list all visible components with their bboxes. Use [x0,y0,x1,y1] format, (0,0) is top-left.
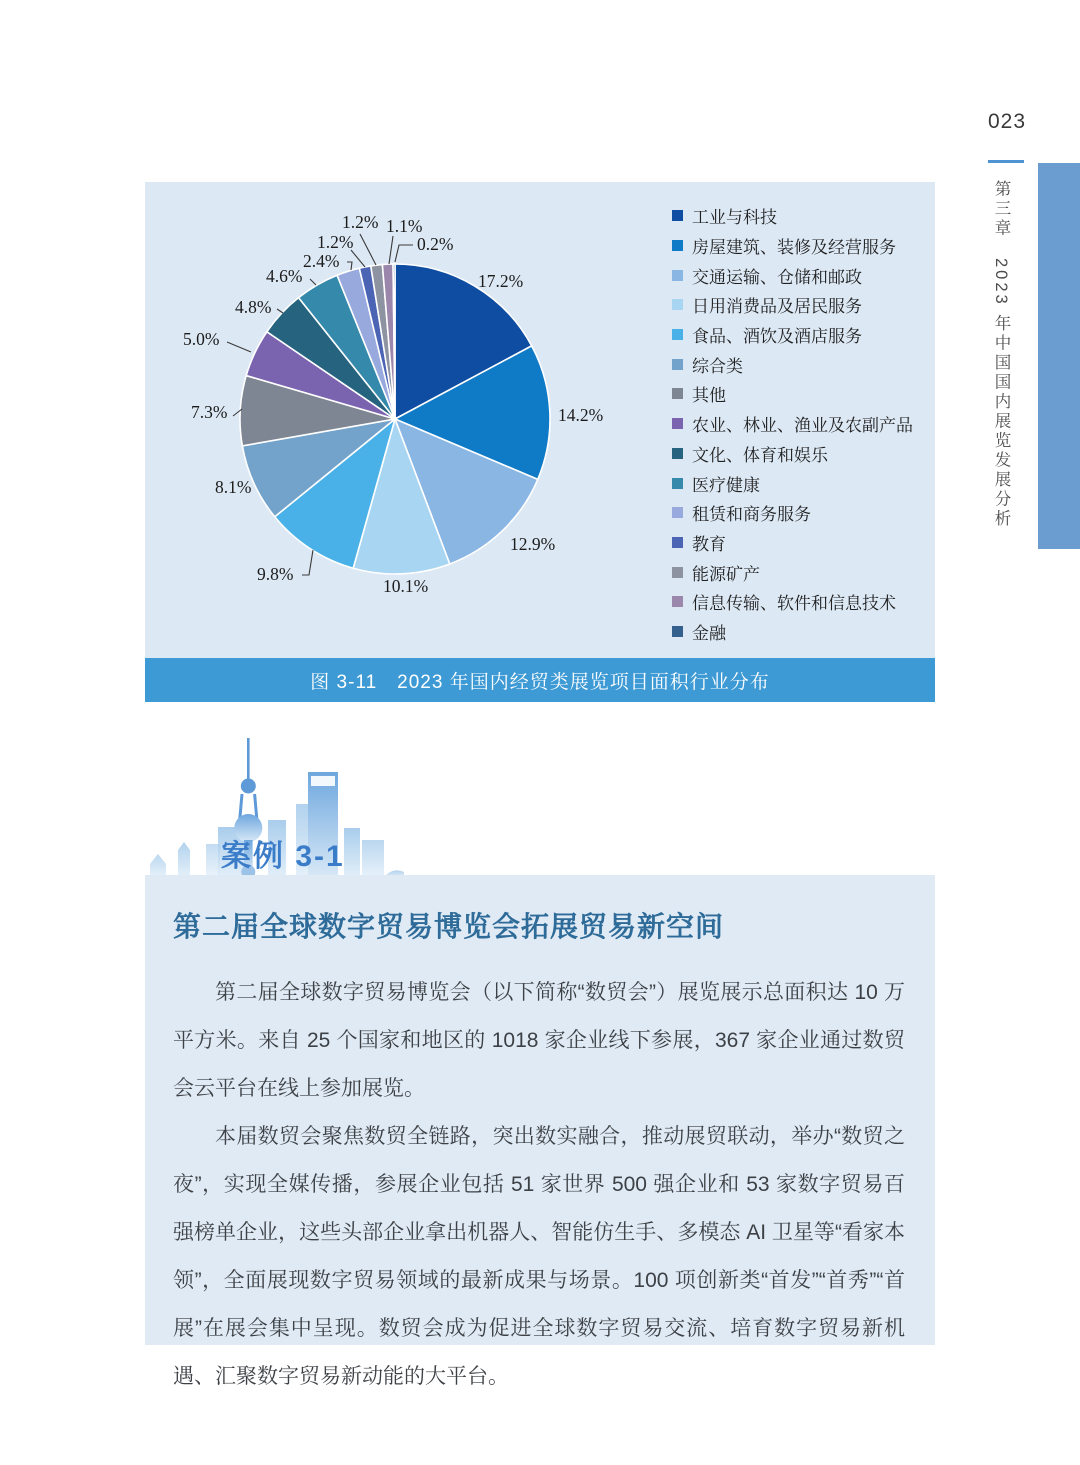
pie-value-label: 17.2% [478,271,524,291]
pie-value-label: 4.8% [235,297,272,317]
pie-value-label: 2.4% [303,251,340,271]
sidebar-chapter-title: 第三章 2023 年中国国内展览发展分析 [992,180,1010,529]
pie-leader-line [389,236,393,264]
legend-item [672,498,913,528]
legend-label: 文化、体育和娱乐 [692,445,828,465]
pie-value-label: 0.2% [417,234,454,254]
legend-label: 医疗健康 [692,475,760,495]
legend-swatch [672,359,683,370]
legend-label: 交通运输、仓储和邮政 [692,267,862,287]
page-number: 023 [988,110,1027,133]
case-badge: 案例 3-1 [221,840,345,873]
pie-leader-line [277,309,283,313]
legend-item [672,409,913,439]
legend-item [672,557,913,587]
pie-leader-line [310,279,316,285]
pie-value-label: 8.1% [215,477,252,497]
figure-chart-panel [145,182,935,658]
legend-item [672,439,913,469]
pie-value-label: 1.1% [386,216,423,236]
legend-swatch [672,537,683,548]
sidebar-accent-bar [1038,163,1080,549]
pie-value-label: 12.9% [510,534,556,554]
pie-leader-line [347,262,352,270]
pie-value-label: 4.6% [266,266,303,286]
legend-label: 食品、酒饮及酒店服务 [692,327,862,347]
legend-swatch [672,567,683,578]
legend-swatch [672,507,683,518]
pie-value-label: 1.2% [342,212,379,232]
legend-item [672,201,913,231]
legend-label: 日用消费品及居民服务 [692,297,862,317]
case-panel [145,875,935,1388]
legend-item [672,349,913,379]
legend-label: 信息传输、软件和信息技术 [692,594,896,614]
legend-item [672,260,913,290]
pie-leader-line [302,550,313,575]
pie-value-label: 9.8% [257,564,294,584]
legend-item [672,320,913,350]
legend-item [672,617,913,647]
legend-swatch [672,210,683,221]
legend-label: 综合类 [692,356,743,376]
legend-swatch [672,626,683,637]
sidebar-rule [988,160,1024,163]
pie-value-label: 14.2% [558,405,604,425]
legend-label: 房屋建筑、装修及经营服务 [692,238,896,258]
pie-value-label: 1.2% [317,232,354,252]
pie-leader-line [360,234,376,265]
legend-item [672,587,913,617]
case-paragraph: 第二届全球数字贸易博览会（以下简称“数贸会”）展览展示总面积达 10 万平方米。来自 25 个国家和地区的 1018 家企业线下参展，367 家企业通过数贸会云平台在线上参加展览。 [173,981,905,1100]
legend-label: 租赁和商务服务 [692,505,811,525]
figure-caption: 图 3-11 2023 年国内经贸类展览项目面积行业分布 [310,671,770,693]
legend-swatch [672,418,683,429]
legend-item [672,290,913,320]
legend-swatch [672,270,683,281]
pie-value-label: 10.1% [383,576,429,596]
legend-label: 金融 [692,623,726,643]
legend-item [672,468,913,498]
pie-value-label: 5.0% [183,329,220,349]
figure-caption-bar [145,658,935,702]
legend-item [672,379,913,409]
legend-swatch [672,596,683,607]
pie-leader-line [395,245,413,262]
legend-swatch [672,448,683,459]
legend-swatch [672,478,683,489]
case-title: 第二届全球数字贸易博览会拓展贸易新空间 [173,912,725,943]
legend-swatch [672,240,683,251]
legend-swatch [672,299,683,310]
chart-legend [672,201,913,646]
legend-item [672,231,913,261]
legend-label: 能源矿产 [692,564,760,584]
legend-label: 农业、林业、渔业及农副产品 [692,416,913,436]
legend-label: 教育 [692,534,726,554]
legend-swatch [672,388,683,399]
legend-label: 工业与科技 [692,208,777,228]
pie-leader-line [227,342,251,352]
legend-item [672,528,913,558]
legend-label: 其他 [692,386,726,406]
pie-leader-line [351,250,365,267]
case-paragraph: 本届数贸会聚焦数贸全链路，突出数实融合，推动展贸联动，举办“数贸之夜”，实现全媒传播，参展企业包括 51 家世界 500 强企业和 53 家数字贸易百强榜单企业，这些头部企业拿出机器人、智能仿生手、多模态 AI 卫星等“看家本领”，全面展现数字贸易领域的最新成果与场景。100 项创新类“首发”“首秀”“首展”在展会集中呈现。数贸会成为促进全球数字贸易交流、培育数字贸易新机遇、汇聚数字贸易新动能的大平台。 [173,1125,905,1388]
pie-value-label: 7.3% [191,402,228,422]
legend-swatch [672,329,683,340]
